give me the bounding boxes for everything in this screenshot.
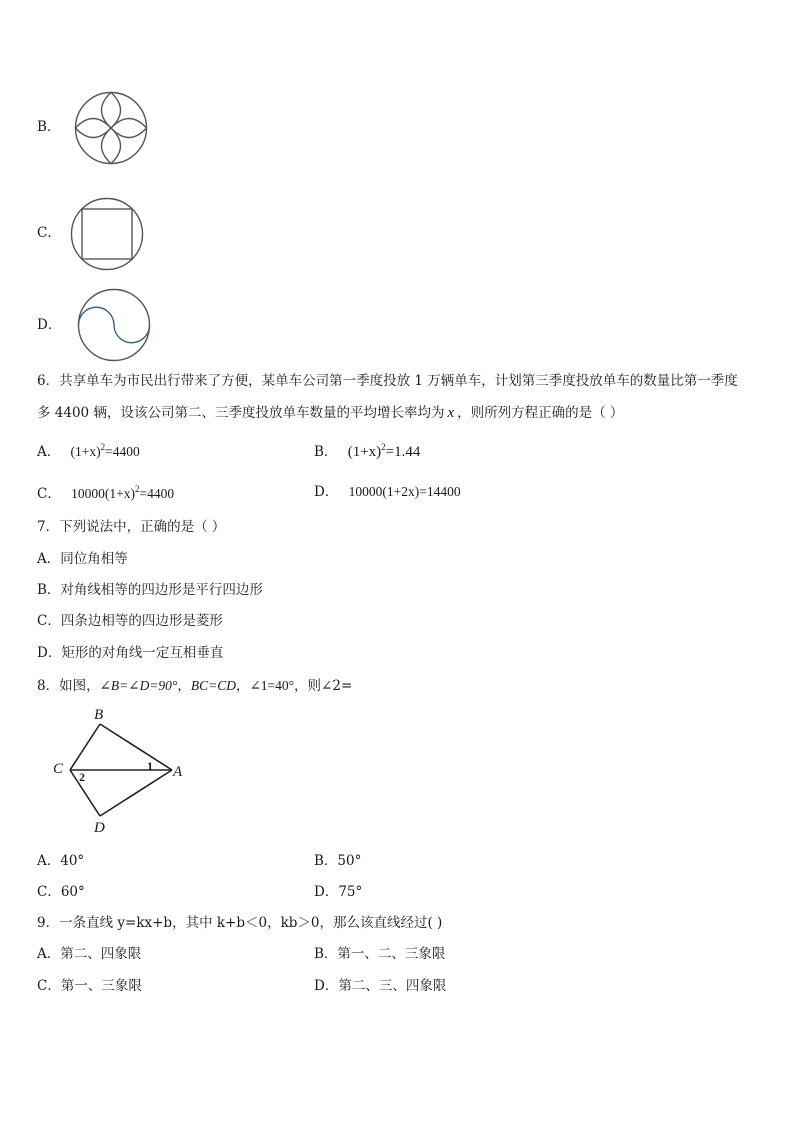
q7-option-b: B．对角线相等的四边形是平行四边形 xyxy=(37,582,263,598)
q7-option-c: C．四条边相等的四边形是菱形 xyxy=(37,613,223,629)
q8-angle-1-label: 1 xyxy=(147,759,153,773)
q8-option-d: D．75° xyxy=(314,884,363,900)
q7-option-d: D．矩形的对角线一定互相垂直 xyxy=(37,645,224,661)
q9-option-c: C．第一、三象限 xyxy=(37,978,142,994)
q8-stem: 8．如图，∠B=∠D=90°，BC=CD，∠1=40°，则∠2= xyxy=(37,678,353,694)
q5-option-d-label: D． xyxy=(37,317,62,333)
q8-option-c: C．60° xyxy=(37,884,85,900)
q6-option-d: D． 10000(1+2x)=14400 xyxy=(314,484,461,500)
q7-option-a: A．同位角相等 xyxy=(37,551,128,567)
q5-option-b-label: B． xyxy=(37,119,61,135)
q8-option-a: A．40° xyxy=(37,853,85,869)
q8-point-d: D xyxy=(94,820,105,836)
q8-point-c: C xyxy=(53,761,64,777)
q7-stem: 7．下列说法中，正确的是（ ） xyxy=(37,519,226,535)
q5-option-c-label: C． xyxy=(37,225,61,241)
q8-point-a: A xyxy=(173,764,183,780)
q9-option-b: B．第一、二、三象限 xyxy=(314,946,446,962)
q6-variable: x xyxy=(447,405,455,421)
q5-option-d-figure xyxy=(77,288,151,362)
q5-option-b-figure xyxy=(74,91,148,165)
q9-stem: 9．一条直线 y=kx+b，其中 k+b＜0，kb＞0，那么该直线经过( ) xyxy=(37,915,443,931)
q8-point-b: B xyxy=(94,707,104,723)
q5-option-c-figure xyxy=(70,197,144,271)
q6-stem-line1: 6．共享单车为市民出行带来了方便，某单车公司第一季度投放 1 万辆单车，计划第三季度投放单车的数量比第一季度 xyxy=(37,373,738,389)
q6-option-b: B． $(1+x)^2=1.44$ xyxy=(314,442,421,460)
q6-stem-line2: 多 4400 辆，设该公司第二、三季度投放单车数量的平均增长率均为 x ，则所列方程正确的是（ ） xyxy=(37,405,624,421)
q6-option-c: C． $10000(1+x)^2=4400$ xyxy=(37,484,175,502)
q9-option-a: A．第二、四象限 xyxy=(37,946,142,962)
q8-angle-2-label: 2 xyxy=(79,770,85,784)
q8-option-b: B．50° xyxy=(314,853,362,869)
q9-option-d: D．第二、三、四象限 xyxy=(314,978,447,994)
q6-option-a: A． $(1+x)^2=4400$ xyxy=(37,442,140,460)
